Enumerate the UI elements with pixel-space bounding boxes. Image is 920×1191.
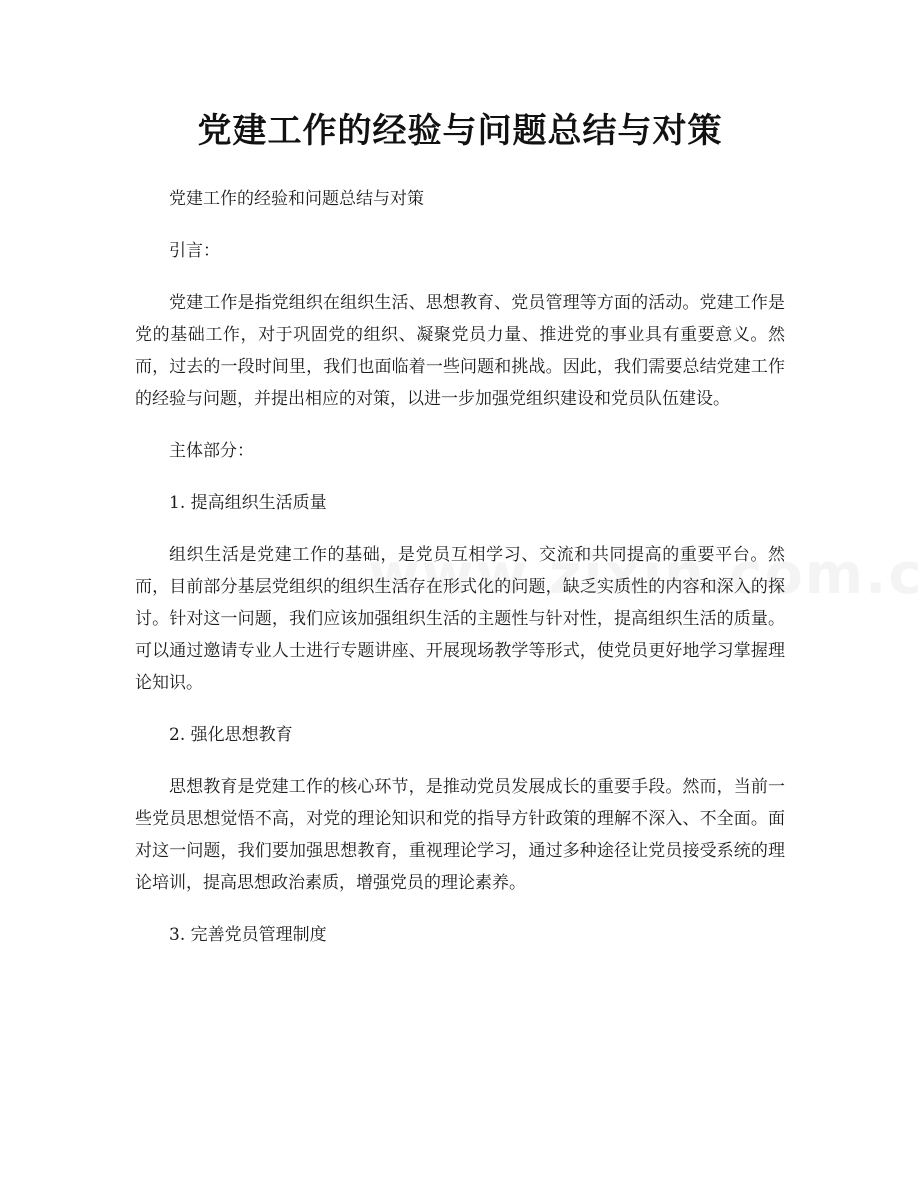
section-2-paragraph: 思想教育是党建工作的核心环节，是推动党员发展成长的重要手段。然而，当前一些党员思想觉悟不高，对党的理论知识和党的指导方针政策的理解不深入、不全面。面对这一问题，我们要加强思想教育，重视理论学习，通过多种途径让党员接受系统的理论培训，提高思想政治素质，增强党员的理论素养。: [135, 777, 785, 893]
subtitle-paragraph: 党建工作的经验和问题总结与对策: [169, 189, 424, 209]
intro-heading: 引言：: [169, 241, 220, 261]
section-2-heading: 2. 强化思想教育: [169, 725, 293, 745]
intro-paragraph: 党建工作是指党组织在组织生活、思想教育、党员管理等方面的活动。党建工作是党的基础工作，对于巩固党的组织、凝聚党员力量、推进党的事业具有重要意义。然而，过去的一段时间里，我们也面临着一些问题和挑战。因此，我们需要总结党建工作的经验与问题，并提出相应的对策，以进一步加强党组织建设和党员队伍建设。: [135, 293, 785, 409]
document-body: [135, 183, 785, 971]
section-1-heading: 1. 提高组织生活质量: [169, 493, 327, 513]
section-1-paragraph: 组织生活是党建工作的基础，是党员互相学习、交流和共同提高的重要平台。然而，目前部分基层党组织的组织生活存在形式化的问题，缺乏实质性的内容和深入的探讨。针对这一问题，我们应该加强组织生活的主题性与针对性，提高组织生活的质量。可以通过邀请专业人士进行专题讲座、开展现场教学等形式，使党员更好地学习掌握理论知识。: [135, 545, 785, 693]
section-3-heading: 3. 完善党员管理制度: [169, 925, 327, 945]
main-heading: 主体部分：: [169, 441, 254, 461]
document-title: 党建工作的经验与问题总结与对策: [197, 111, 723, 151]
